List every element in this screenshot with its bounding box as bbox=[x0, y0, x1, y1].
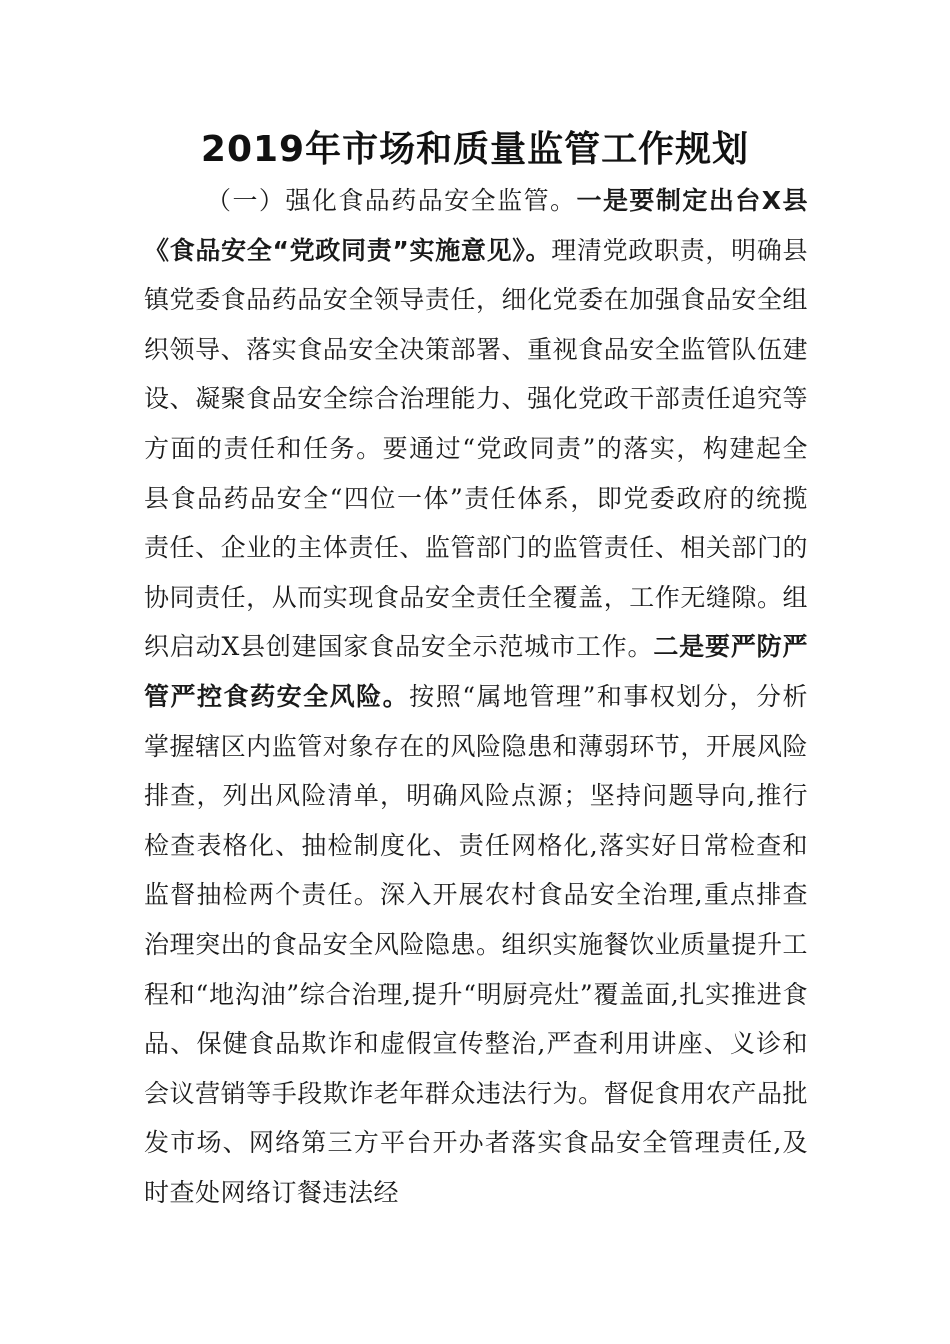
paragraph-lead: （一）强化食品药品安全监管。 bbox=[206, 186, 577, 215]
bold-heading-2: 二是要严防严管严控食药安全风险。 bbox=[144, 632, 808, 711]
body-paragraph bbox=[144, 176, 808, 1217]
bold-heading-1: 一是要制定出台X县《食品安全“党政同责”实施意见》。 bbox=[144, 186, 808, 265]
paragraph-text-1: 理清党政职责，明确县镇党委食品药品安全领导责任，细化党委在加强食品安全组织领导、落实食品安全决策部署、重视食品安全监管队伍建设、凝聚食品安全综合治理能力、强化党政干部责任追究等方面的责任和任务。要通过“党政同责”的落实，构建起全县食品药品安全“四位一体”责任体系，即党委政府的统揽责任、企业的主体责任、监管部门的监管责任、相关部门的协同责任，从而实现食品安全责任全覆盖，工作无缝隙。组织启动X县创建国家食品安全示范城市工作。 bbox=[144, 235, 808, 662]
document-title: 2019年市场和质量监管工作规划 bbox=[200, 129, 750, 170]
paragraph-text-2: 按照“属地管理”和事权划分，分析掌握辖区内监管对象存在的风险隐患和薄弱环节，开展风险排查，列出风险清单，明确风险点源；坚持问题导向,推行检查表格化、抽检制度化、责任网格化,落实好日常检查和监督抽检两个责任。深入开展农村食品安全治理,重点排查治理突出的食品安全风险隐患。组织实施餐饮业质量提升工程和“地沟油”综合治理,提升“明厨亮灶”覆盖面,扎实推进食品、保健食品欺诈和虚假宣传整治,严查利用讲座、义诊和会议营销等手段欺诈老年群众违法行为。督促食用农产品批发市场、网络第三方平台开办者落实食品安全管理责任,及时查处网络订餐违法经 bbox=[144, 681, 808, 1207]
